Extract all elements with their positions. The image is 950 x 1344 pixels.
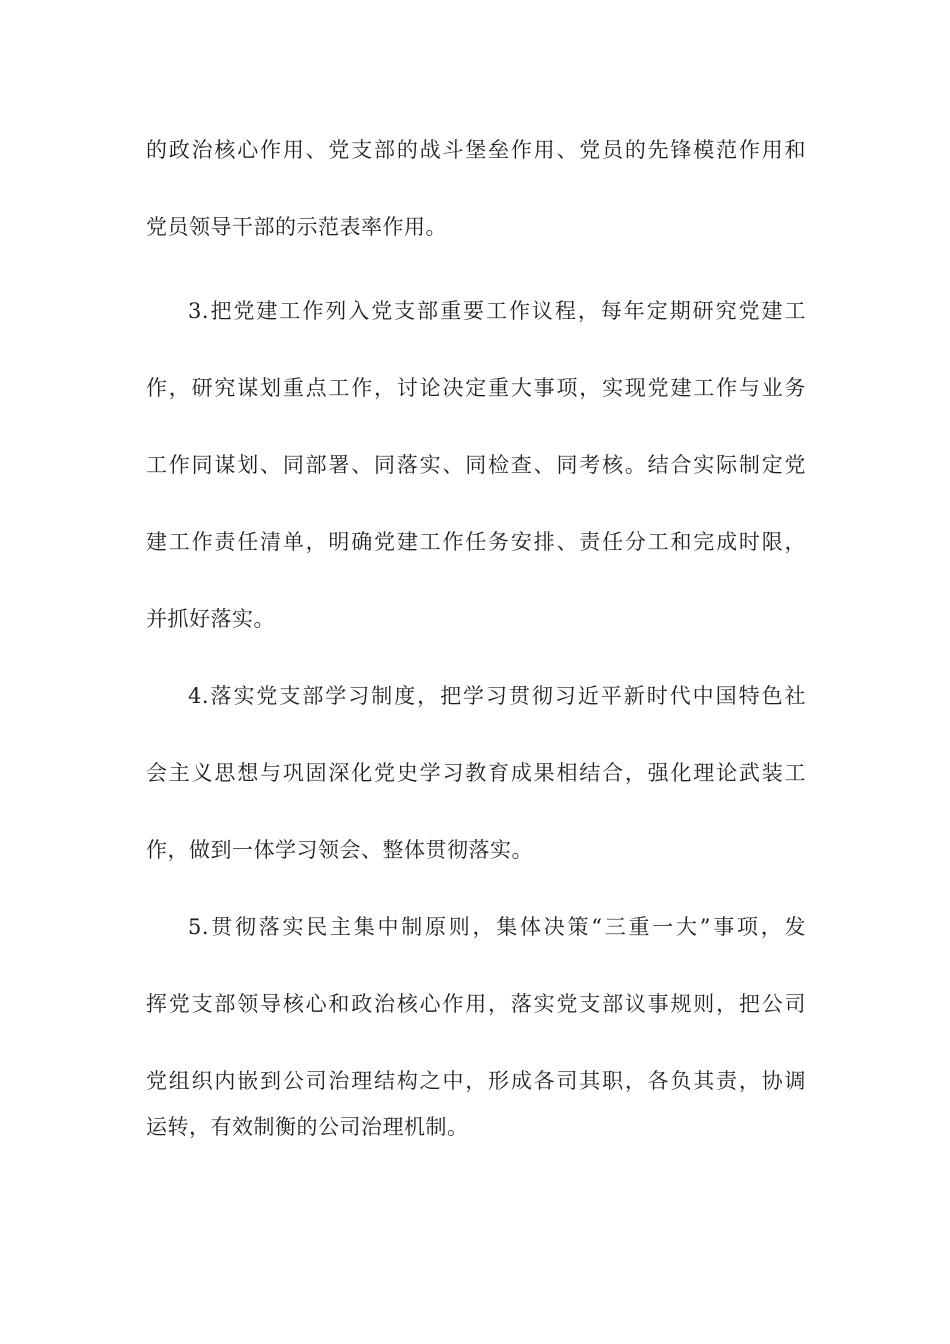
paragraph-line: 的政治核心作用、党支部的战斗堡垒作用、党员的先锋模范作用和 — [146, 138, 806, 162]
paragraph-line: 作，研究谋划重点工作，讨论决定重大事项，实现党建工作与业务 — [146, 376, 806, 400]
paragraph-line: 党员领导干部的示范表率作用。 — [146, 215, 447, 239]
paragraph-line: 工作同谋划、同部署、同落实、同检查、同考核。结合实际制定党 — [146, 453, 806, 477]
paragraph-line: 建工作责任清单，明确党建工作任务安排、责任分工和完成时限， — [146, 530, 806, 554]
paragraph-line: 会主义思想与巩固深化党史学习教育成果相结合，强化理论武装工 — [146, 761, 806, 785]
paragraph-line: 运转，有效制衡的公司治理机制。 — [146, 1115, 469, 1139]
paragraph-line: 3.把党建工作列入党支部重要工作议程，每年定期研究党建工 — [188, 299, 806, 323]
paragraph-line: 5.贯彻落实民主集中制原则，集体决策“三重一大”事项，发 — [188, 915, 806, 939]
paragraph-line: 挥党支部领导核心和政治核心作用，落实党支部议事规则，把公司 — [146, 992, 806, 1016]
paragraph-line: 作，做到一体学习领会、整体贯彻落实。 — [146, 838, 533, 862]
paragraph-line: 党组织内嵌到公司治理结构之中，形成各司其职，各负其责，协调 — [146, 1069, 806, 1093]
paragraph-line: 4.落实党支部学习制度，把学习贯彻习近平新时代中国特色社 — [188, 684, 806, 708]
paragraph-line: 并抓好落实。 — [146, 607, 275, 631]
